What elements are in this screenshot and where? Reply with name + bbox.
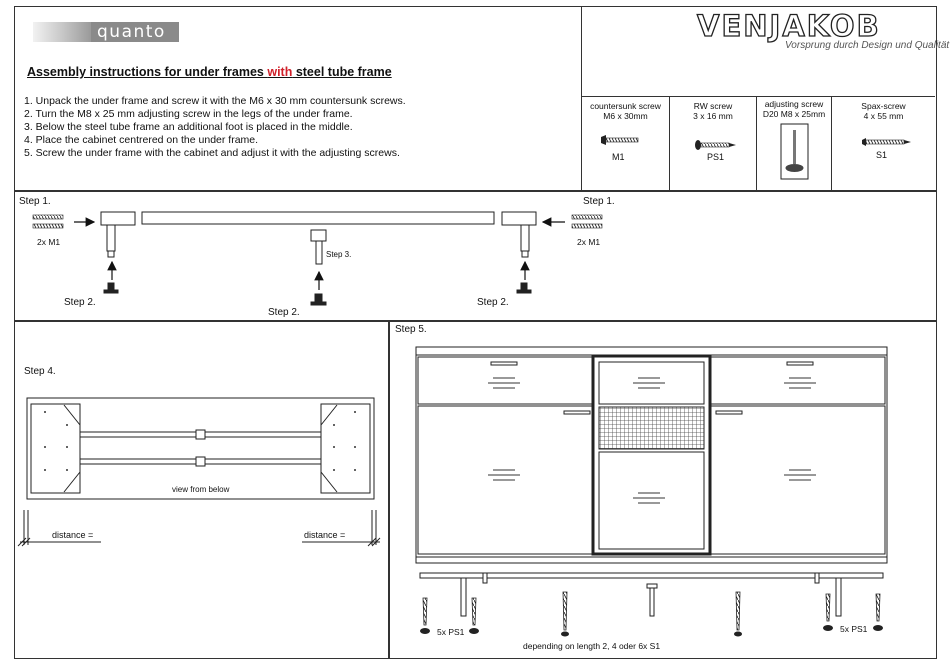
- part-size: M6 x 30mm: [603, 111, 648, 121]
- quanto-logo-text: quanto: [97, 22, 166, 42]
- title-with: with: [267, 65, 293, 79]
- left-leg-bracket: [101, 212, 135, 293]
- step1-label-left: Step 1.: [19, 196, 51, 207]
- instruction-5: 5. Screw the under frame with the cabinet and adjust it with the adjusting screws.: [24, 147, 400, 159]
- distance-label-left: distance =: [52, 530, 94, 540]
- part-size: 3 x 16 mm: [693, 111, 733, 121]
- under-frame-step5: [420, 573, 883, 616]
- spax-screw-icon: [862, 138, 911, 146]
- adjusting-screw-icon: [781, 124, 808, 179]
- part-name: countersunk screw: [590, 101, 661, 111]
- step1-label-right: Step 1.: [583, 196, 615, 207]
- instruction-2: 2. Turn the M8 x 25 mm adjusting screw in the legs of the under frame.: [24, 108, 353, 120]
- venjakob-slogan: Vorsprung durch Design und Qualität: [785, 40, 950, 51]
- title-part1: Assembly instructions for under frames: [27, 65, 268, 79]
- venjakob-logo: VENJAKOB: [697, 9, 881, 43]
- right-leg-bracket: [502, 212, 536, 293]
- view-from-below-label: view from below: [172, 485, 230, 494]
- part-code-ps1: PS1: [707, 152, 725, 162]
- part-code-s1: S1: [876, 150, 888, 160]
- instruction-3: 3. Below the steel tube frame an additional foot is placed in the middle.: [24, 121, 353, 133]
- distance-markers: [18, 510, 380, 546]
- step5-label: Step 5.: [395, 324, 427, 335]
- qty-m1-right: 2x M1: [577, 237, 601, 247]
- step2-label-mid: Step 2.: [268, 307, 300, 318]
- instruction-4: 4. Place the cabinet centrered on the under frame.: [24, 134, 259, 146]
- part-name: Spax-screw: [861, 101, 906, 111]
- step3-label: Step 3.: [326, 250, 352, 259]
- part-name: RW screw: [693, 101, 733, 111]
- part-size: 4 x 55 mm: [863, 111, 904, 121]
- part-size: D20 M8 x 25mm: [762, 109, 826, 119]
- step2-label-right: Step 2.: [477, 297, 509, 308]
- instruction-1: 1. Unpack the under frame and screw it with the M6 x 30 mm countersunk screws.: [24, 95, 406, 107]
- rw-screw-icon: [695, 140, 736, 150]
- middle-foot: [311, 230, 326, 305]
- part-name: adjusting screw: [764, 99, 824, 109]
- view-from-below-drawing: [27, 398, 374, 499]
- spax-quantity-note: depending on length 2, 4 oder 6x S1: [523, 641, 661, 651]
- steel-tube-frame-rail: [142, 212, 494, 224]
- qty-m1-left: 2x M1: [37, 237, 61, 247]
- step4-label: Step 4.: [24, 366, 56, 377]
- cabinet-drawing: [416, 347, 887, 563]
- step2-label-left: Step 2.: [64, 297, 96, 308]
- step1-left-screws-icon: [33, 215, 94, 228]
- qty-ps1-left: 5x PS1: [437, 627, 465, 637]
- qty-ps1-right: 5x PS1: [840, 624, 868, 634]
- part-code-m1: M1: [612, 152, 625, 162]
- step1-right-screws-icon: [543, 215, 602, 228]
- title-part3: steel tube frame: [292, 65, 392, 79]
- distance-label-right: distance =: [304, 530, 346, 540]
- countersunk-screw-icon: [601, 135, 638, 145]
